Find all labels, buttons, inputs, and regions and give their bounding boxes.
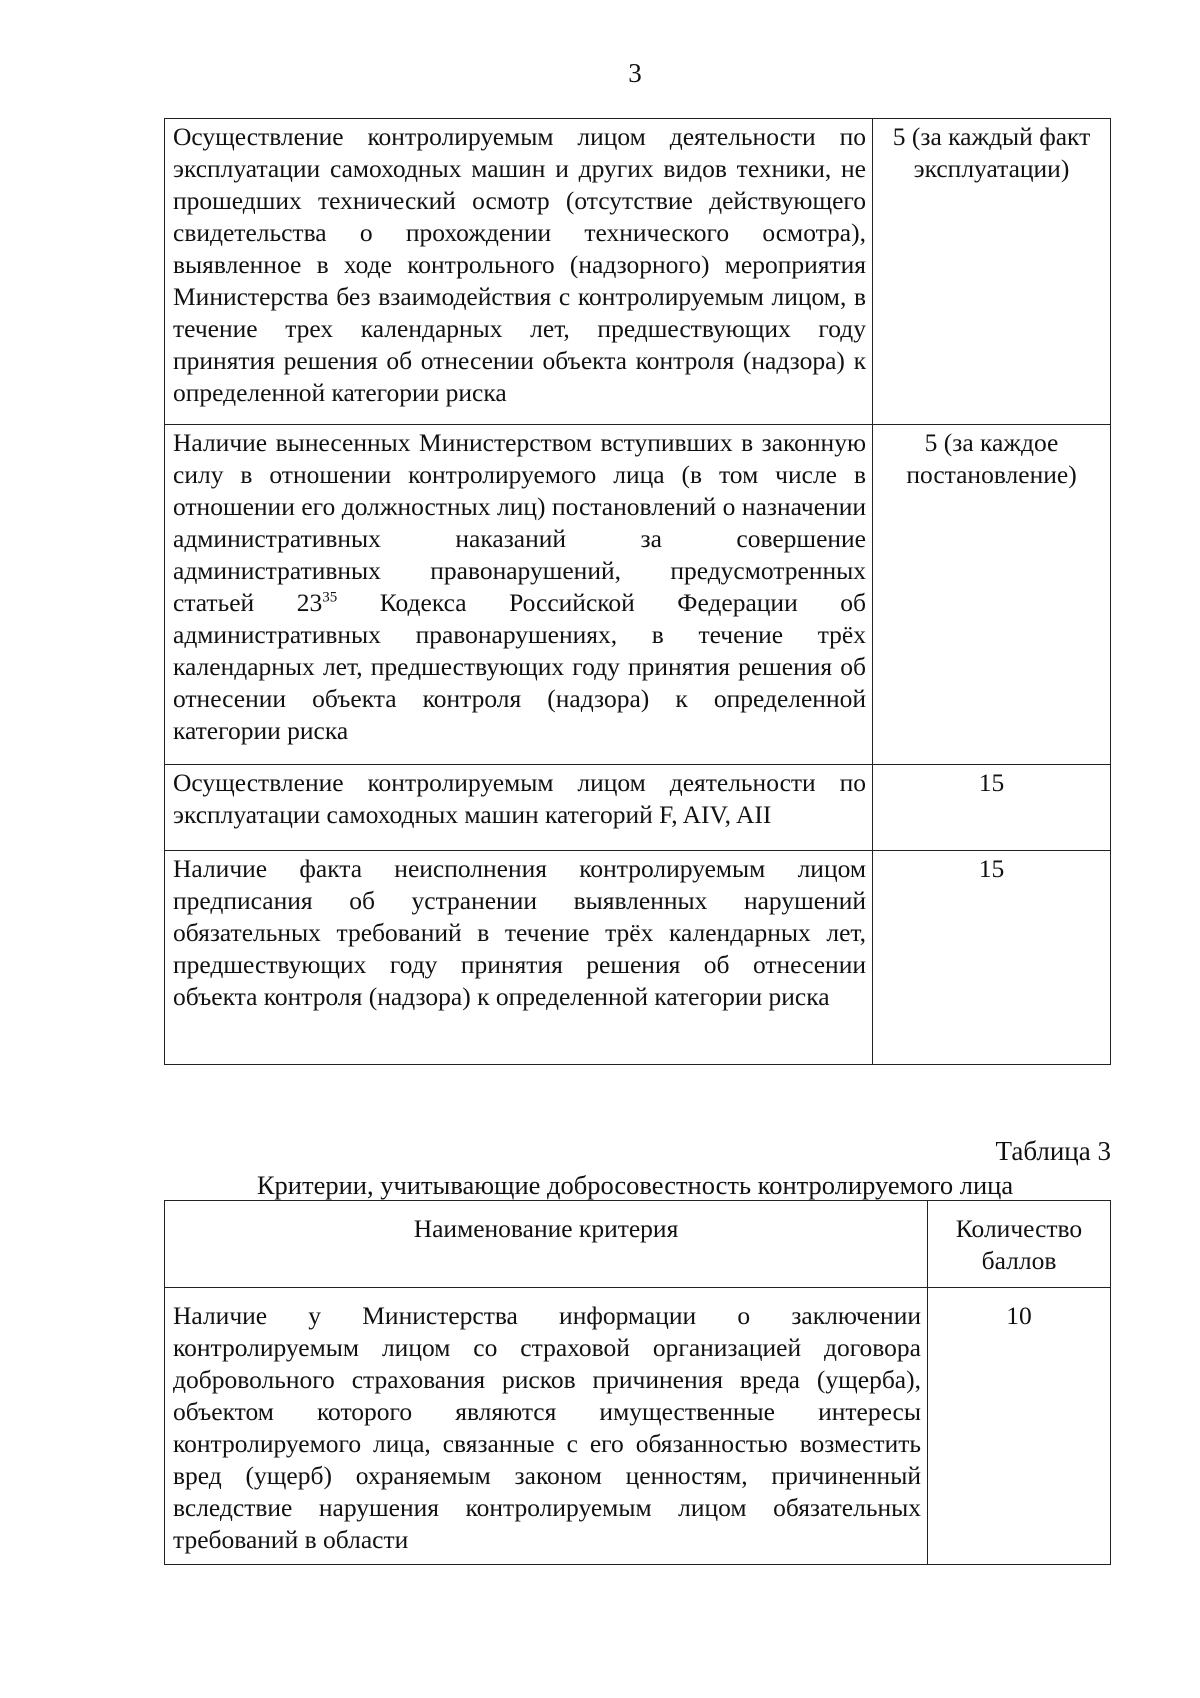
table-row [165,425,1111,765]
criterion-cell: Осуществление контролируемым лицом деятельности по эксплуатации самоходных машин и других видов техники, не прошедших технический осмотр (отсутствие действующего свидетельства о прохождении технического осмотра), выявленное в ходе контрольного (надзорного) мероприятия Министерства без взаимодействия с контролируемым лицом, в течение трех календарных лет, предшествующих году принятия решения об отнесении объекта контроля (надзора) к определенной категории риска [165,119,873,425]
table-label: Таблица 3 [995,1136,1111,1166]
criterion-cell [165,425,873,765]
header-score: Количество баллов [928,1201,1111,1288]
score-cell: 15 [873,765,1111,851]
page-number: 3 [628,58,642,88]
table-row [165,119,1111,425]
score-cell: 15 [873,851,1111,1065]
table-row [165,1288,1111,1565]
table-row [165,765,1111,851]
table-header-row [165,1201,1111,1288]
criterion-cell: Осуществление контролируемым лицом деятельности по эксплуатации самоходных машин категорий F, AIV, AII [165,765,873,851]
article-superscript: 35 [322,589,338,606]
score-cell: 10 [928,1288,1111,1565]
header-criterion-name: Наименование критерия [165,1201,928,1288]
criterion-cell: Наличие факта неисполнения контролируемым лицом предписания об устранении выявленных нарушений обязательных требований в течение трёх календарных лет, предшествующих году принятия решения об отнесении объекта контроля (надзора) к определенной категории риска [165,851,873,1065]
good-faith-criteria-table [164,1200,1111,1565]
table-title: Критерии, учитывающие добросовестность контролируемого лица [256,1170,1014,1200]
criterion-text: Кодекса Российской Федерации об административных правонарушениях, в течение трёх календарных лет, предшествующих году принятия решения об отнесении объекта контроля (надзора) к определенной категории риска [173,588,867,745]
table-row [165,851,1111,1065]
criterion-cell: Наличие у Министерства информации о заключении контролируемым лицом со страховой организацией договора добровольного страхования рисков причинения вреда (ущерба), объектом которого являются имущественные интересы контролируемого лица, связанные с его обязанностью возместить вред (ущерб) охраняемым законом ценностям, причиненный вследствие нарушения контролируемым лицом обязательных требований в области [165,1288,928,1565]
criteria-table-continued [164,118,1111,1065]
score-cell: 5 (за каждый факт эксплуатации) [873,119,1111,425]
score-cell: 5 (за каждое постановление) [873,425,1111,765]
criterion-text: Наличие вынесенных Министерством вступивших в законную силу в отношении контролируемого лица (в том числе в отношении его должностных лиц) постановлений о назначении административных наказаний за совершение административных правонарушений, предусмотренных статьей 23 [173,428,866,617]
